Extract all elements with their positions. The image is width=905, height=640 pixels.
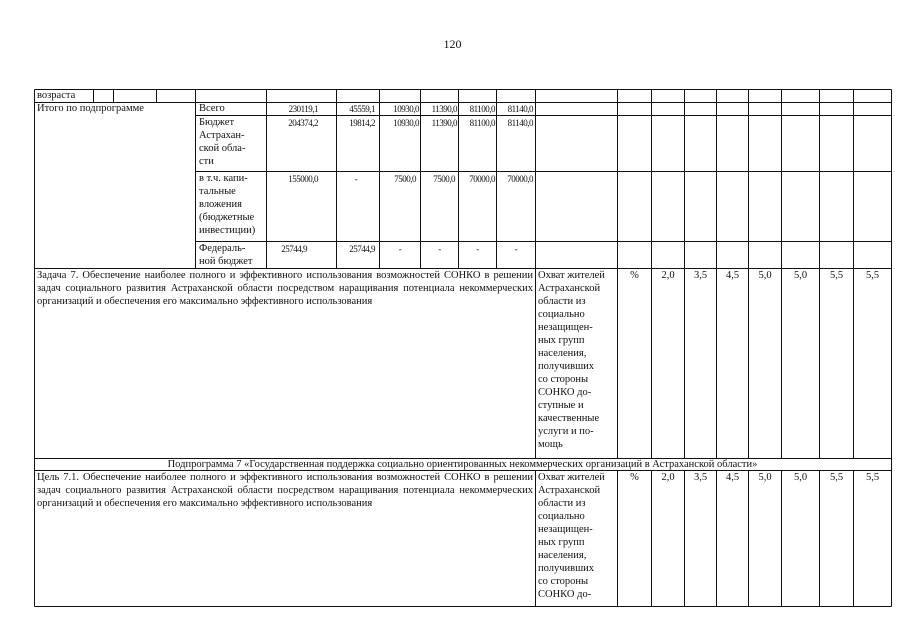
total-value-all: 230119,1: [288, 104, 318, 114]
total-value-y1: 45559,1: [349, 104, 375, 114]
goal71-value-4: 5,0: [758, 472, 772, 483]
goal71-value-3: 4,5: [725, 472, 740, 483]
total-value-y3: 11390,0: [431, 104, 457, 114]
regional-value-y5: 81140,0: [507, 118, 533, 128]
capital-value-y5: 70000,0: [507, 174, 533, 184]
capital-value-y4: 70000,0: [469, 174, 495, 184]
regional-value-y2: 10930,0: [393, 118, 419, 128]
capital-value-all: 155000,0: [288, 174, 318, 184]
task7-value-1: 2,0: [661, 270, 675, 281]
task7-value-3: 4,5: [725, 270, 740, 281]
age-fragment-label: возраста: [37, 90, 76, 101]
capital-value-y1: -: [354, 174, 358, 184]
regional-value-y1: 19814,2: [349, 118, 375, 128]
regional-value-all: 204374,2: [288, 118, 318, 128]
source-regional-budget: Бюджет Астрахан- ской обла- сти: [199, 117, 246, 167]
subprogram-total-label: Итого по подпрограмме: [37, 103, 144, 114]
goal71-indicator: Охват жителей Астраханской области из социально незащищен- ных групп населения, получивших со стороны СОНКО до-: [538, 472, 605, 600]
federal-value-y3: -: [438, 244, 441, 254]
capital-value-y3: 7500,0: [433, 174, 455, 184]
goal71-value-6: 5,5: [829, 472, 844, 483]
task7-text: Задача 7. Обеспечение наиболее полного и эффективного использования возможностей СОНКО в решении задач социального развития Астраханской области посредством наращивания потенциала некоммерческих организаций и обеспечения его максимально эффективного использования: [37, 270, 533, 307]
subprogram7-title: Подпрограмма 7 «Государственная поддержка социально ориентированных некоммерческих организаций в Астраханской области»: [167, 459, 758, 470]
regional-value-y4: 81100,0: [469, 118, 495, 128]
federal-value-all: 25744,9: [281, 244, 307, 254]
goal71-value-5: 5,0: [793, 472, 808, 483]
total-value-y5: 81140,0: [507, 104, 533, 114]
source-capital-investments: в т.ч. капи- тальные вложения (бюджетные инвестиции): [199, 173, 256, 236]
task7-value-7: 5,5: [865, 270, 880, 281]
task7-value-5: 5,0: [793, 270, 808, 281]
total-value-y4: 81100,0: [469, 104, 495, 114]
federal-value-y1: 25744,9: [349, 244, 375, 254]
goal71-value-1: 2,0: [661, 472, 675, 483]
page-number: 120: [443, 37, 462, 51]
goal71-text: Цель 7.1. Обеспечение наиболее полного и эффективного использования возможностей СОНКО в решении задач социального развития Астраханской области посредством наращивания потенциала некоммерческих организаций и обеспечения его максимально эффективного использования: [37, 472, 533, 509]
task7-value-6: 5,5: [829, 270, 844, 281]
federal-value-y4: -: [476, 244, 479, 254]
regional-value-y3: 11390,0: [431, 118, 457, 128]
federal-value-y2: -: [398, 244, 402, 254]
goal71-unit: %: [630, 472, 639, 483]
task7-indicator: Охват жителей Астраханской области из социально незащищен- ных групп населения, получивших со стороны СОНКО до- ступные и качественные услуги и по- мощь: [538, 270, 605, 450]
federal-value-y5: -: [514, 244, 518, 254]
goal71-value-7: 5,5: [865, 472, 880, 483]
source-federal-budget: Федераль- ной бюджет: [199, 243, 253, 267]
goal71-value-2: 3,5: [693, 472, 708, 483]
source-total: Всего: [199, 103, 225, 114]
task7-value-4: 5,0: [758, 270, 772, 281]
capital-value-y2: 7500,0: [394, 174, 416, 184]
task7-unit: %: [630, 270, 639, 281]
task7-value-2: 3,5: [693, 270, 708, 281]
total-value-y2: 10930,0: [393, 104, 419, 114]
